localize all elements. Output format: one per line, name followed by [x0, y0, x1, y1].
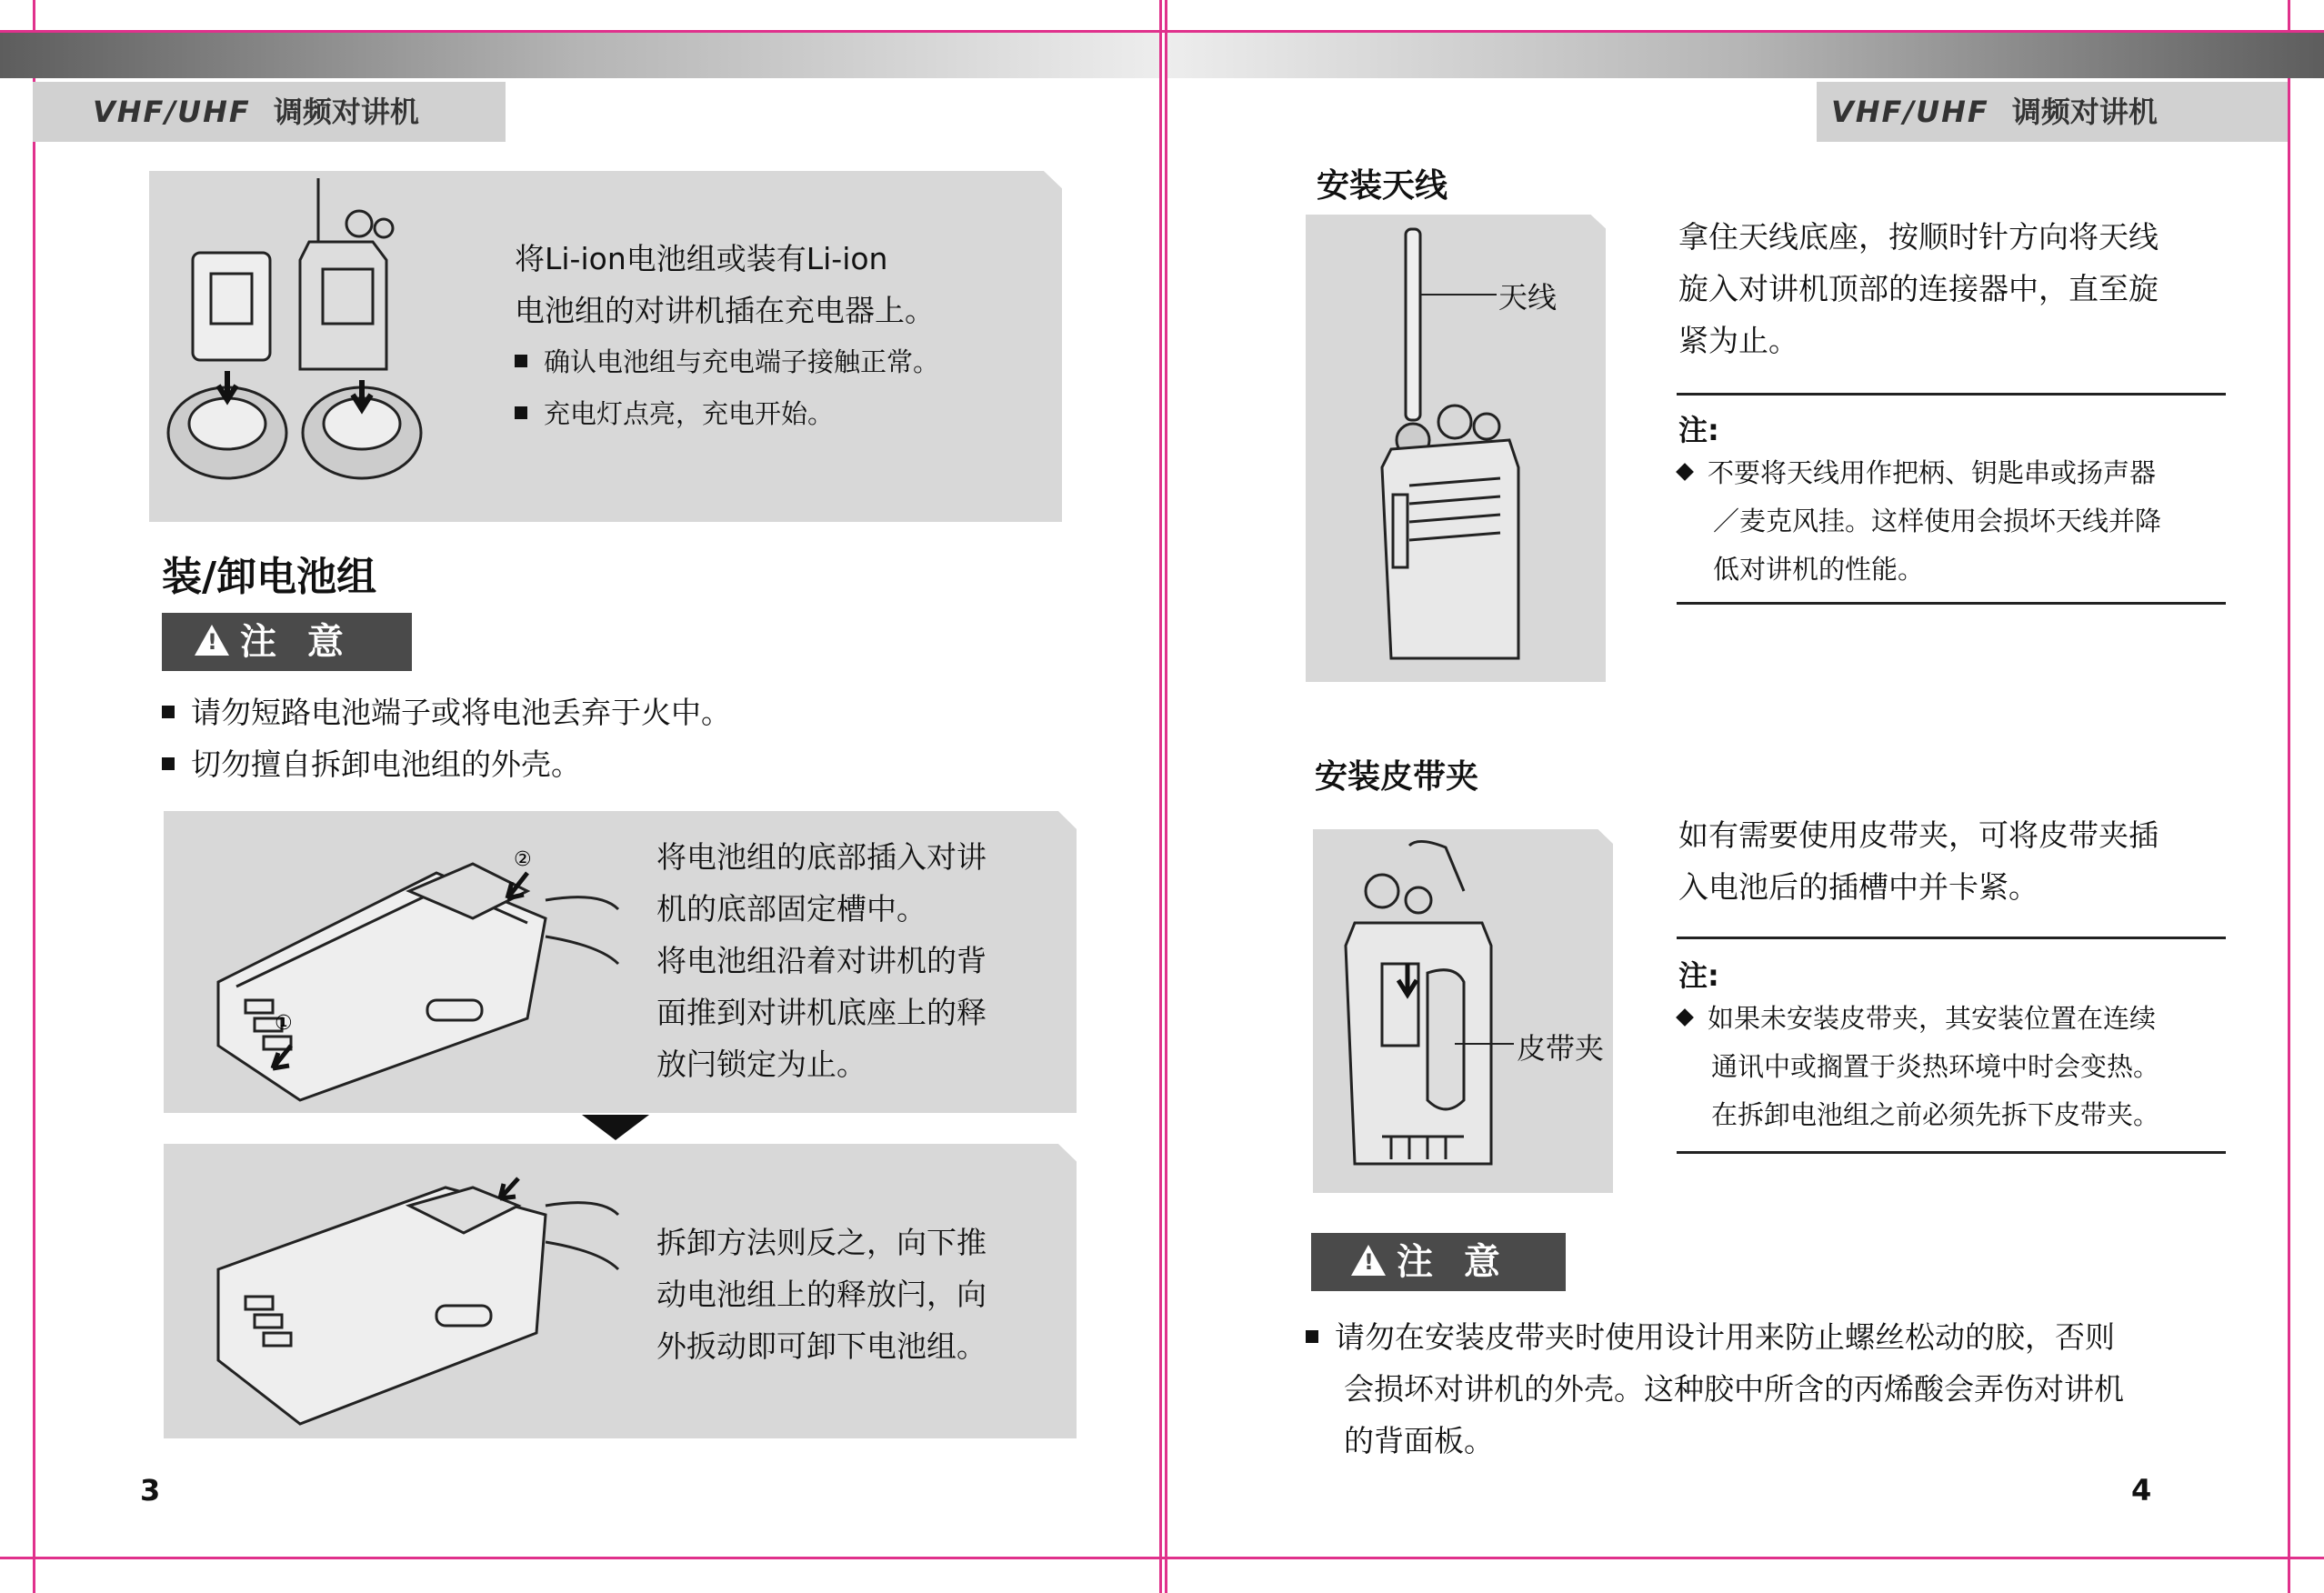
beltclip-illustration [1327, 837, 1600, 1187]
antenna-note-line: ／麦克风挂。这样使用会损坏天线并降 [1713, 506, 2162, 536]
battery-warnings [162, 686, 1071, 790]
remove-step-line: 外扳动即可卸下电池组。 [656, 1328, 987, 1364]
install-step-line: 将电池组的底部插入对讲 [656, 839, 987, 875]
beltclip-body-line: 如有需要使用皮带夹，可将皮带夹插 [1678, 817, 2159, 853]
antenna-section-title: 安装天线 [1317, 167, 1448, 205]
header-title: 调频对讲机 [2011, 95, 2158, 129]
beltclip-note-rule-top [1677, 937, 2226, 939]
beltclip-body-line: 入电池后的插槽中并卡紧。 [1678, 869, 2039, 905]
charging-bullet: 确认电池组与充电端子接触正常。 [515, 336, 1024, 388]
bullet-diamond-icon [1676, 463, 1694, 481]
antenna-note-line: 低对讲机的性能。 [1713, 554, 1925, 585]
beltclip-section-title: 安装皮带夹 [1315, 758, 1479, 796]
caution-badge-left: !注 意 [162, 613, 412, 671]
step-marker-1: ① [275, 1012, 293, 1035]
trim-spine-right [1165, 0, 1167, 1593]
charging-bullet: 充电灯点亮，充电开始。 [515, 388, 1024, 440]
antenna-body-line: 紧为止。 [1678, 323, 1798, 358]
page-number-right: 4 [2131, 1473, 2152, 1508]
warning-triangle-icon [195, 625, 229, 656]
beltclip-note-line: 如果未安装皮带夹，其安装位置在连续 [1678, 995, 2233, 1043]
warning-triangle-icon [1351, 1245, 1386, 1276]
trim-bottom [0, 1557, 2324, 1559]
bullet-square-icon [162, 757, 175, 770]
beltclip-note-line: 在拆卸电池组之前必须先拆下皮带夹。 [1711, 1099, 2160, 1130]
caution-text-right [1306, 1311, 2233, 1467]
charger-illustration [164, 178, 464, 515]
beltclip-body [1678, 809, 2224, 913]
caution-line: 会损坏对讲机的外壳。这种胶中所含的丙烯酸会弄伤对讲机 [1344, 1371, 2124, 1407]
battery-remove-illustration [200, 1151, 627, 1433]
battery-section-title: 装/卸电池组 [162, 554, 377, 600]
antenna-note-rule-top [1677, 393, 2226, 396]
remove-steps [656, 1217, 1066, 1372]
antenna-note-title: 注: [1678, 413, 1719, 447]
down-arrow-icon [582, 1115, 649, 1142]
antenna-body [1678, 211, 2224, 366]
bullet-square-icon [515, 406, 527, 419]
bullet-diamond-icon [1676, 1008, 1694, 1027]
beltclip-note-title: 注: [1678, 958, 1719, 993]
antenna-note-rule-bottom [1677, 602, 2226, 605]
charging-line: 将Li-ion电池组或装有Li-ion [515, 241, 888, 276]
remove-step-line: 拆卸方法则反之，向下推 [656, 1225, 987, 1260]
page-number-left: 3 [140, 1473, 161, 1508]
install-step-line: 放闩锁定为止。 [656, 1047, 866, 1082]
install-step-line: 将电池组沿着对讲机的背 [656, 943, 987, 978]
beltclip-note-line: 通讯中或搁置于炎热环境中时会变热。 [1711, 1051, 2160, 1082]
header-band-left [0, 33, 1159, 78]
header-title: 调频对讲机 [273, 95, 419, 129]
charging-text [515, 233, 1024, 440]
beltclip-note-rule-bottom [1677, 1151, 2226, 1154]
warning-item: 切勿擅自拆卸电池组的外壳。 [162, 738, 1071, 790]
brand-logo: VHF/UHF [1831, 95, 1989, 129]
warning-item: 请勿短路电池端子或将电池丢弃于火中。 [162, 686, 1071, 738]
trim-right [2288, 0, 2290, 1593]
antenna-body-line: 拿住天线底座，按顺时针方向将天线 [1678, 219, 2159, 255]
install-step-line: 面推到对讲机底座上的释 [656, 995, 987, 1030]
bullet-square-icon [1306, 1330, 1318, 1343]
antenna-body-line: 旋入对讲机顶部的连接器中，直至旋 [1678, 271, 2159, 306]
caution-badge-right: !注 意 [1311, 1233, 1566, 1291]
caution-line: 的背面板。 [1344, 1423, 1494, 1458]
header-band-right [1167, 33, 2324, 78]
header-tab-right [1817, 82, 2288, 142]
antenna-note-line: 不要将天线用作把柄、钥匙串或扬声器 [1678, 449, 2233, 497]
bullet-square-icon [162, 706, 175, 718]
caution-line: 请勿在安装皮带夹时使用设计用来防止螺丝松动的胶，否则 [1306, 1311, 2233, 1363]
beltclip-note [1678, 995, 2233, 1139]
remove-step-line: 动电池组上的释放闩，向 [656, 1277, 987, 1312]
antenna-label: 天线 [1498, 280, 1558, 315]
step-marker-2: ② [514, 848, 532, 871]
beltclip-label: 皮带夹 [1517, 1031, 1605, 1066]
header-tab-left [33, 82, 506, 142]
brand-logo: VHF/UHF [93, 95, 251, 129]
bullet-square-icon [515, 355, 527, 367]
charging-line: 电池组的对讲机插在充电器上。 [515, 293, 935, 328]
install-step-line: 机的底部固定槽中。 [656, 891, 927, 927]
trim-spine-left [1159, 0, 1162, 1593]
trim-left [33, 0, 35, 1593]
install-steps [656, 831, 1066, 1090]
battery-install-illustration [200, 818, 627, 1109]
antenna-note [1678, 449, 2233, 594]
